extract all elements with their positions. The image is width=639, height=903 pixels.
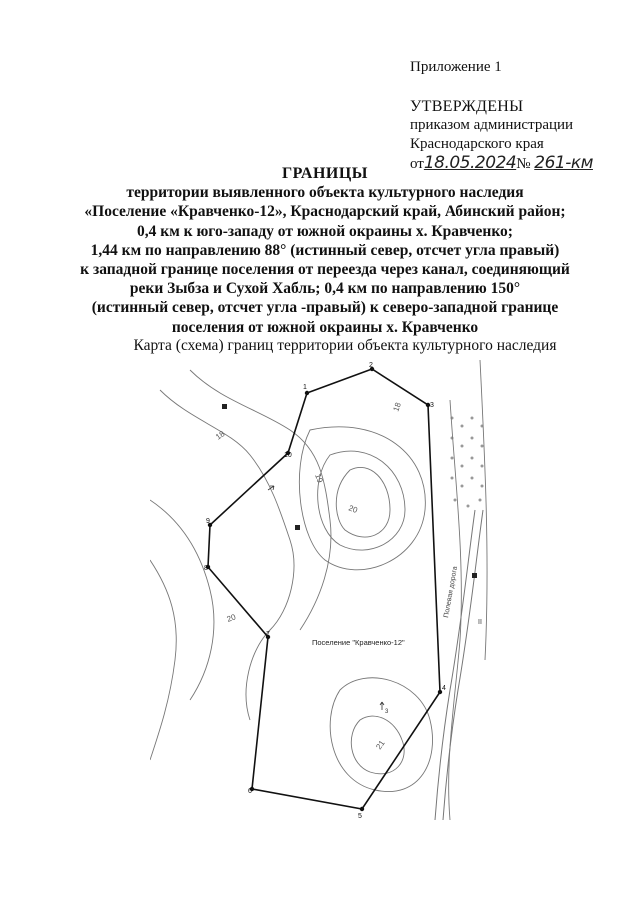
approval-block <box>410 58 593 174</box>
contour-label: 18 <box>391 401 403 413</box>
title-line: поселения от южной окраины х. Кравченко <box>171 318 479 336</box>
boundary-vertices <box>206 367 442 811</box>
document-title <box>60 164 590 337</box>
point-label: 9 <box>206 518 210 525</box>
title-line: «Поселение «Кравченко-12», Краснодарский край, Абинский район; <box>84 203 566 221</box>
point-label: 1 <box>303 384 307 391</box>
elevation-marker: 3 <box>385 709 389 715</box>
point-label: 10 <box>284 452 292 459</box>
title-line: реки Зыбза и Сухой Хабль; 0,4 км по направлению 150° <box>129 280 521 298</box>
point-label: 3 <box>430 402 434 409</box>
contour-label: 18 <box>213 429 227 442</box>
approved-heading: УТВЕРЖДЕНЫ <box>410 98 524 115</box>
appendix-label: Приложение 1 <box>410 59 502 75</box>
approval-number: 261-км <box>534 153 593 173</box>
contour-label: 19 <box>313 472 325 485</box>
approved-region-line: Краснодарского края <box>410 136 544 152</box>
approval-date: 18.05.2024 <box>423 153 517 173</box>
title-line: (истинный север, отсчет угла -правый) к северо-западной границе <box>91 299 559 317</box>
direction-arrow-icon <box>268 486 384 710</box>
number-label: № <box>516 156 531 172</box>
contour-label: 20 <box>347 503 359 515</box>
road-label: Полевая дорога <box>443 565 460 619</box>
map-caption: Карта (схема) границ территории объекта культурного наследия <box>133 337 557 354</box>
site-label: Поселение "Кравченко-12" <box>312 638 405 647</box>
contour-label: 20 <box>225 612 238 624</box>
field-road <box>435 510 483 820</box>
from-label: от <box>410 156 424 172</box>
boundary-map <box>150 360 500 820</box>
field-pattern <box>451 417 484 508</box>
benchmark-markers <box>222 404 477 578</box>
point-label: 8 <box>204 565 208 572</box>
approved-by-line: приказом администрации <box>410 117 574 133</box>
road-marker: II <box>478 619 482 626</box>
point-label: 5 <box>358 813 362 820</box>
point-label: 4 <box>442 685 446 692</box>
point-label: 6 <box>248 788 252 795</box>
title-line: 0,4 км к юго-западу от южной окраины х. Кравченко; <box>137 222 513 240</box>
site-boundary <box>208 369 440 809</box>
contour-label: 21 <box>374 738 387 752</box>
point-label: 2 <box>369 362 373 369</box>
title-line: к западной границе поселения от переезда через канал, соединяющий <box>80 261 570 279</box>
point-label: 7 <box>266 631 270 638</box>
title-heading: ГРАНИЦЫ <box>281 165 368 182</box>
title-line: 1,44 км по направлению 88° (истинный север, отсчет угла правый) <box>90 241 560 259</box>
title-line: территории выявленного объекта культурного наследия <box>126 184 524 202</box>
